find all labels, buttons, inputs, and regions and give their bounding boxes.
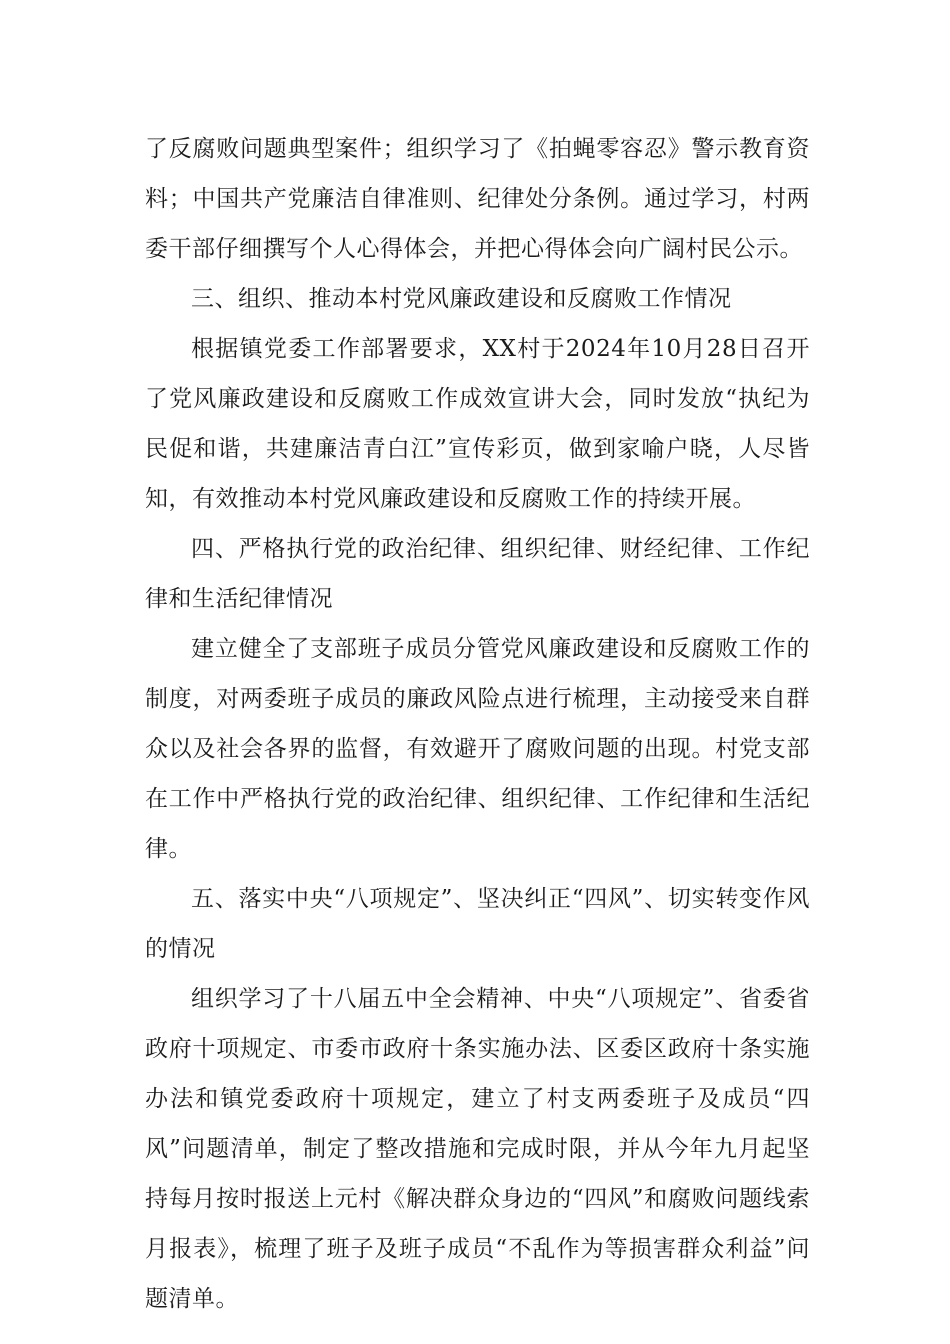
paragraph-section-3: 根据镇党委工作部署要求，XX村于2024年10月28日召开了党风廉政建设和反腐败工作成效宣讲大会，同时发放“执纪为民促和谐，共建廉洁青白江”宣传彩页，做到家喻户晓，人尽皆知，有效推动本村党风廉政建设和反腐败工作的持续开展。	[145, 336, 810, 512]
paragraph-section-4: 建立健全了支部班子成员分管党风廉政建设和反腐败工作的制度，对两委班子成员的廉政风险点进行梳理，主动接受来自群众以及社会各界的监督，有效避开了腐败问题的出现。村党支部在工作中严格执行党的政治纪律、组织纪律、工作纪律和生活纪律。	[145, 636, 810, 862]
paragraph-continuation: 了反腐败问题典型案件；组织学习了《拍蝇零容忍》警示教育资料；中国共产党廉洁自律准则、纪律处分条例。通过学习，村两委干部仔细撰写个人心得体会，并把心得体会向广阔村民公示。	[145, 136, 810, 262]
section-heading-4: 四、严格执行党的政治纪律、组织纪律、财经纪律、工作纪律和生活纪律情况	[145, 536, 810, 612]
document-body	[145, 124, 810, 1324]
paragraph-section-5: 组织学习了十八届五中全会精神、中央“八项规定”、省委省政府十项规定、市委市政府十条实施办法、区委区政府十条实施办法和镇党委政府十项规定，建立了村支两委班子及成员“四风”问题清单，制定了整改措施和完成时限，并从今年九月起坚持每月按时报送上元村《解决群众身边的“四风”和腐败问题线索月报表》，梳理了班子及班子成员“不乱作为等损害群众利益”问题清单。	[145, 986, 810, 1312]
section-heading-3: 三、组织、推动本村党风廉政建设和反腐败工作情况	[191, 286, 732, 312]
section-heading-5: 五、落实中央“八项规定”、坚决纠正“四风”、切实转变作风的情况	[145, 886, 810, 962]
